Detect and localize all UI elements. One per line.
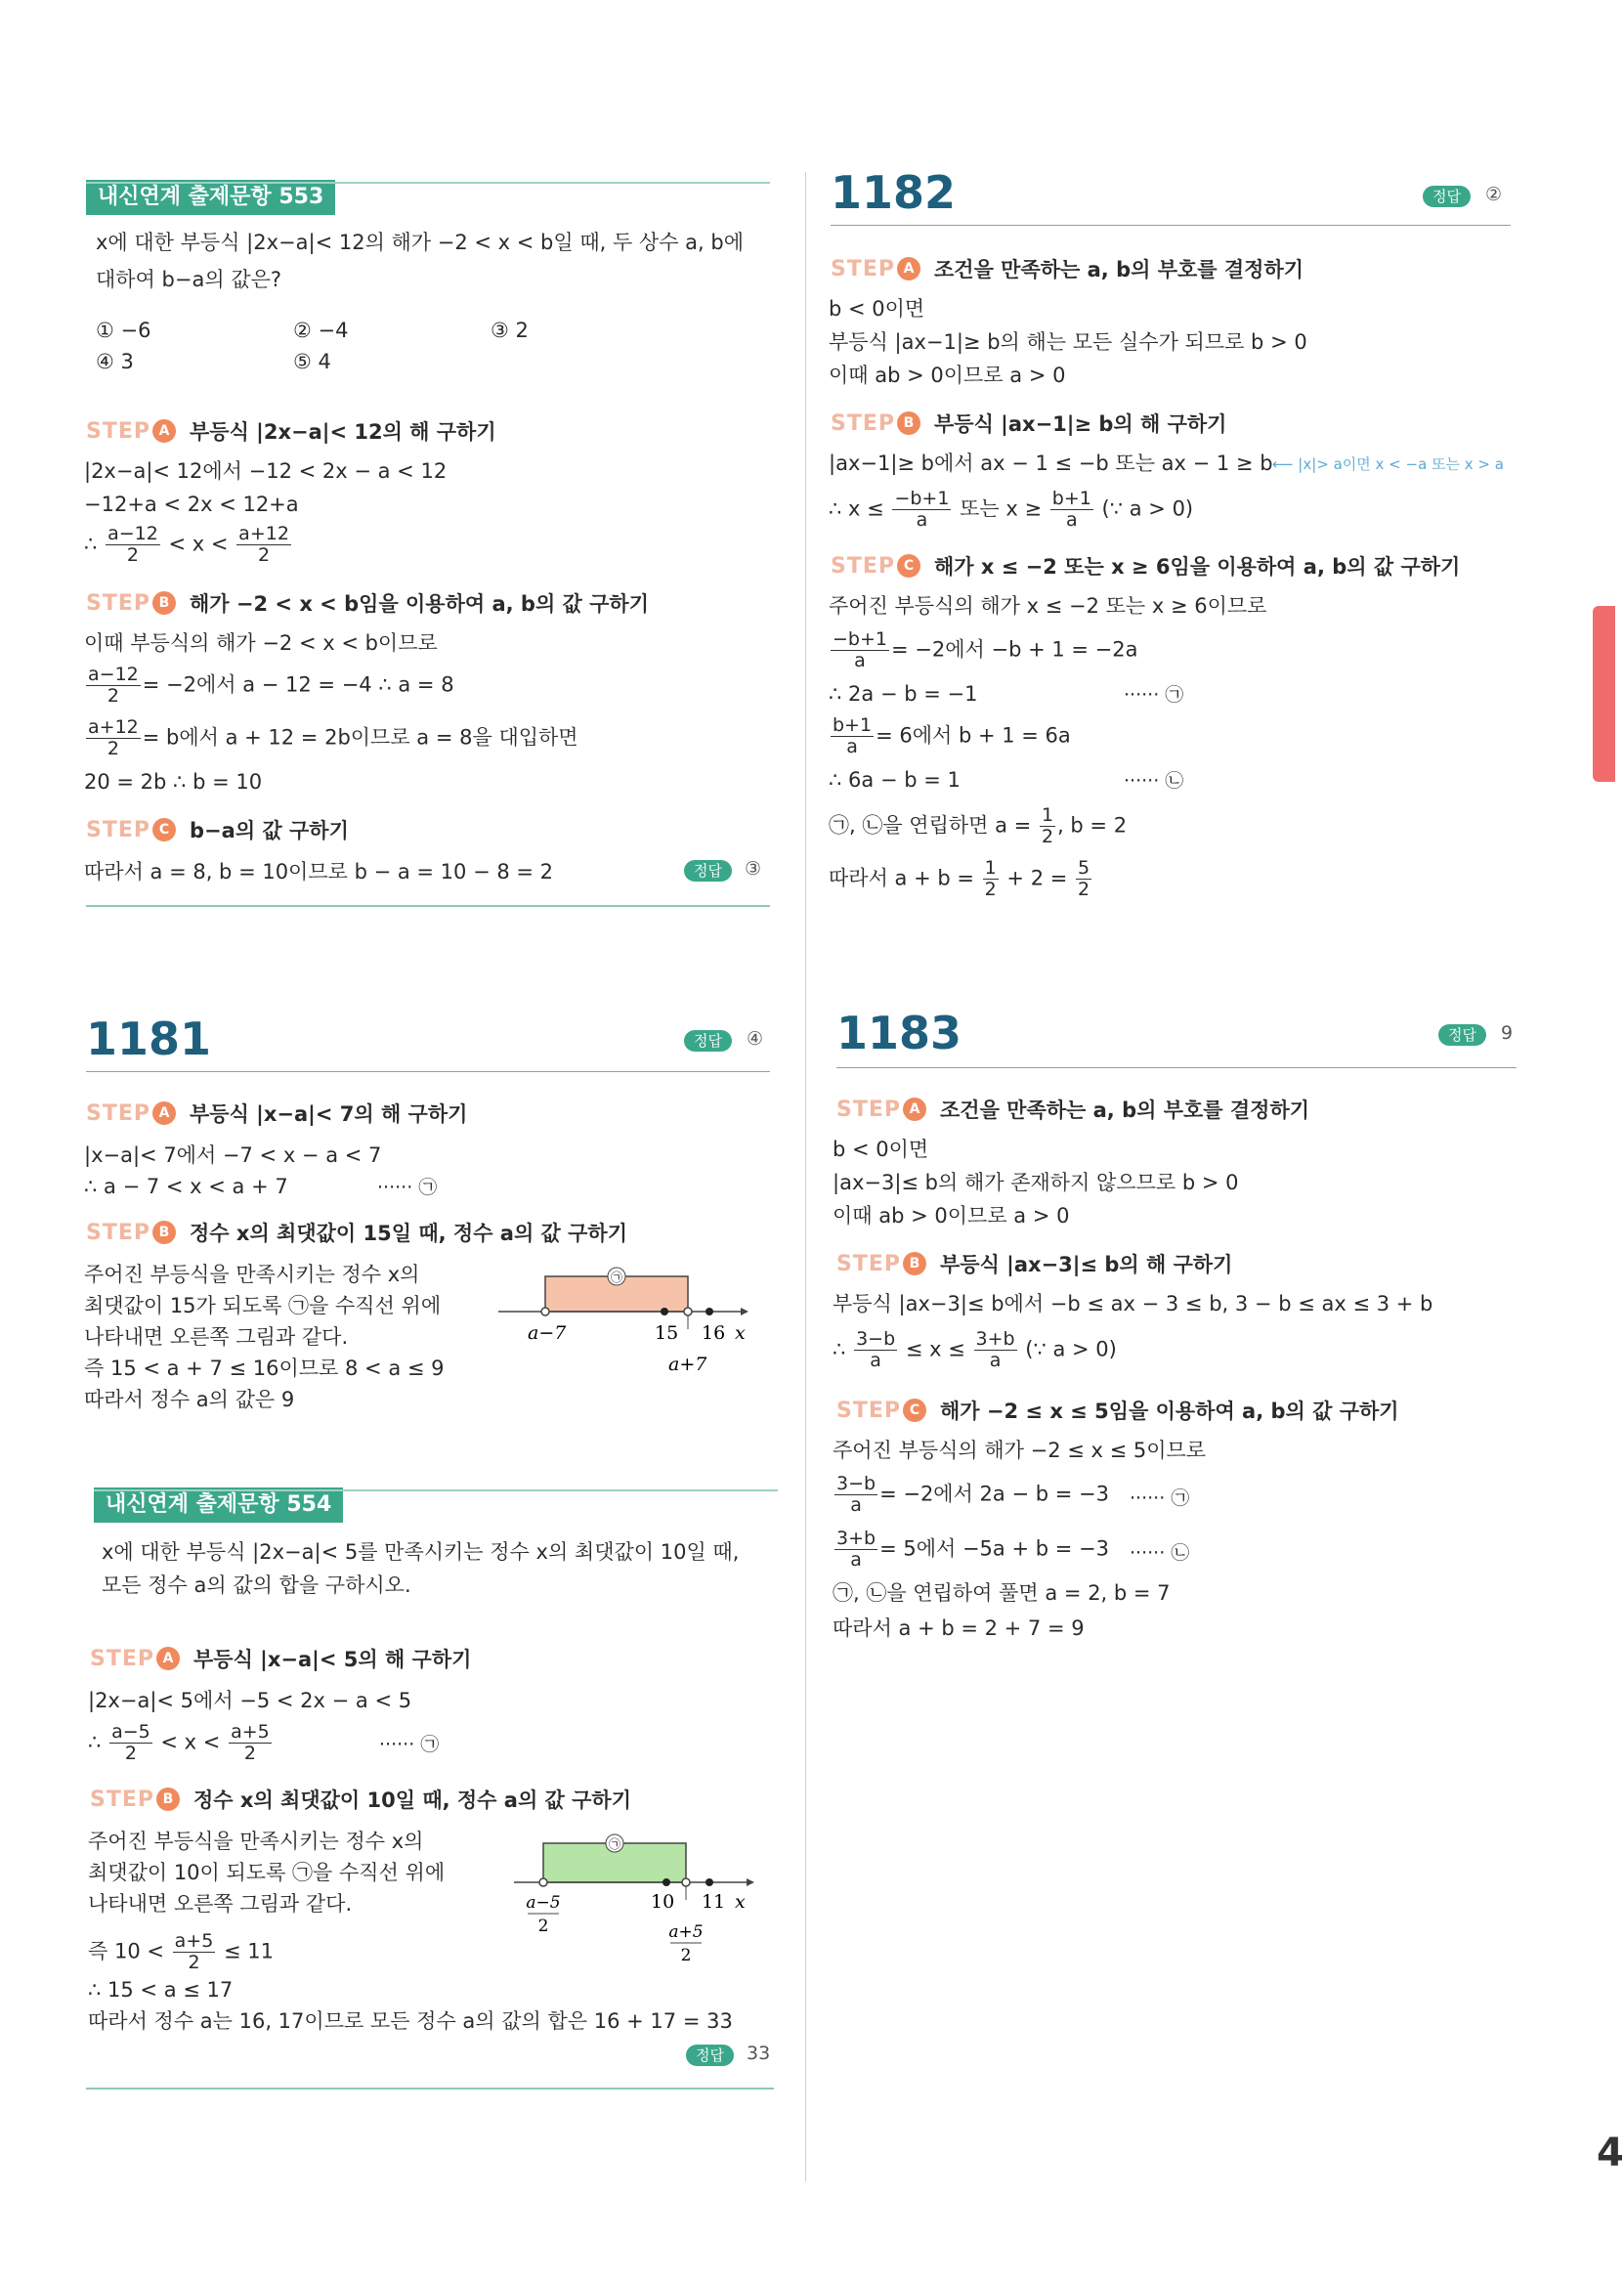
question-554-line2: 모든 정수 a의 값의 합을 구하시오. — [102, 1573, 411, 1597]
sol-1182-a2: 부등식 |ax−1|≥ b의 해는 모든 실수가 되므로 b > 0 — [829, 330, 1307, 354]
sol-554-b4: 즉 10 < $\frac{a+5}{2}$ ≤ 11 — [88, 1930, 274, 1973]
sol-1183-c2: $\frac{3-b}{a}$ = −2에서 2a − b = −3 — [836, 1473, 1109, 1516]
step-circle: A — [156, 1647, 180, 1670]
answer-1183: 9 — [1501, 1022, 1514, 1044]
region-mark-label: ㉠ — [608, 1837, 621, 1851]
sol-1183-c4: ㉠, ㉡을 연립하여 풀면 a = 2, b = 7 — [833, 1581, 1171, 1605]
step-circle: C — [897, 554, 920, 578]
sol-1182-c6: ㉠, ㉡을 연립하면 a = $\frac{1}{2}$ , b = 2 — [829, 804, 1128, 847]
eq-mark-1: ······ ㉠ — [377, 1177, 438, 1198]
exam-554-header: 내신연계 출제문항 554 — [94, 1487, 343, 1523]
answer-554: 33 — [747, 2043, 771, 2064]
sol-1182-a3: 이때 ab > 0이므로 a > 0 — [829, 364, 1066, 387]
problem-number-1182: 1182 — [831, 166, 957, 219]
step-circle: B — [903, 1252, 926, 1275]
sol-1182-c2: $\frac{-b+1}{a}$ = −2에서 −b + 1 = −2a — [833, 628, 1138, 671]
sol-1183-c1: 주어진 부등식의 해가 −2 ≤ x ≤ 5이므로 — [833, 1439, 1207, 1462]
sol-553-b4: 20 = 2b ∴ b = 10 — [84, 770, 263, 794]
sol-553-c1: 따라서 a = 8, b = 10이므로 b − a = 10 − 8 = 2 — [84, 860, 554, 883]
sol-1183-a3: 이때 ab > 0이므로 a > 0 — [833, 1204, 1070, 1228]
sol-1183-b1: 부등식 |ax−3|≤ b에서 −b ≤ ax − 3 ≤ b, 3 − b ≤ ax ≤ 3 + b — [833, 1292, 1433, 1315]
step-a-1182: STEP A 조건을 만족하는 a, b의 부호를 결정하기 — [831, 256, 1304, 281]
sol-1183-c5: 따라서 a + b = 2 + 7 = 9 — [833, 1616, 1085, 1640]
answer-badge: 정답 — [684, 1030, 732, 1052]
axis-label: x — [735, 1891, 746, 1913]
step-b-1181: STEP B 정수 x의 최댓값이 15일 때, 정수 a의 값 구하기 — [86, 1220, 627, 1245]
sol-1183-a2: |ax−3|≤ b의 해가 존재하지 않으므로 b > 0 — [833, 1171, 1239, 1194]
step-c-1183: STEP C 해가 −2 ≤ x ≤ 5임을 이용하여 a, b의 값 구하기 — [836, 1398, 1399, 1423]
right-end-label: a+7 — [668, 1354, 707, 1375]
step-a-1181: STEP A 부등식 |x−a|< 7의 해 구하기 — [86, 1100, 468, 1126]
sol-553-b3: $\frac{a+12}{2}$ = b에서 a + 12 = 2b이므로 a = 8을 대입하면 — [88, 716, 578, 759]
question-553-line2: 대하여 b−a의 값은? — [96, 268, 282, 291]
eq-mark-1: ······ ㉠ — [1124, 684, 1184, 706]
axis-label: x — [735, 1322, 746, 1344]
question-553-line1: x에 대한 부등식 |2x−a|< 12의 해가 −2 < x < b일 때, 두 상수 a, b에 — [96, 231, 745, 254]
step-b-554: STEP B 정수 x의 최댓값이 10일 때, 정수 a의 값 구하기 — [90, 1787, 631, 1812]
page-number: 4 — [1597, 2131, 1624, 2176]
step-circle: B — [152, 1221, 176, 1244]
region-mark-label: ㉠ — [610, 1271, 623, 1284]
sol-1182-c7: 따라서 a + b = $\frac{1}{2}$ + 2 = $\frac{5}{2}$ — [829, 857, 1090, 900]
section-rule — [86, 2088, 774, 2090]
step-b-1182: STEP B 부등식 |ax−1|≥ b의 해 구하기 — [831, 410, 1227, 436]
step-circle: A — [903, 1098, 926, 1121]
sol-1182-c3: ∴ 2a − b = −1 — [829, 682, 978, 706]
point-16 — [705, 1308, 713, 1315]
sol-1182-a1: b < 0이면 — [829, 297, 925, 321]
open-point-left — [539, 1878, 547, 1886]
sol-554-b1: 주어진 부등식을 만족시키는 정수 x의 — [88, 1830, 424, 1853]
point-10 — [662, 1878, 670, 1886]
sol-554-b3: 나타내면 오른쪽 그림과 같다. — [88, 1892, 353, 1916]
sol-554-b5: ∴ 15 < a ≤ 17 — [88, 1978, 234, 2002]
step-b-553: STEP B 해가 −2 < x < b임을 이용하여 a, b의 값 구하기 — [86, 590, 650, 616]
left-end-label: a−7 — [528, 1322, 567, 1344]
sol-1181-a1: |x−a|< 7에서 −7 < x − a < 7 — [84, 1143, 382, 1167]
chapter-tab — [1593, 606, 1615, 782]
point-11 — [705, 1878, 713, 1886]
left-end-label-den: 2 — [537, 1917, 549, 1936]
sol-1181-b3: 나타내면 오른쪽 그림과 같다. — [84, 1325, 349, 1349]
choice-5: ⑤ 4 — [293, 350, 331, 373]
sol-1181-b1: 주어진 부등식을 만족시키는 정수 x의 — [84, 1263, 420, 1286]
choice-1: ① −6 — [96, 319, 151, 342]
sol-554-a2: ∴ $\frac{a-5}{2}$ < x < $\frac{a+5}{2}$ — [88, 1721, 270, 1764]
point-15 — [661, 1308, 668, 1315]
answer-1181: ④ — [747, 1028, 764, 1050]
problem-number-1181: 1181 — [86, 1013, 212, 1065]
answer-badge: 정답 — [1423, 186, 1471, 207]
answer-badge: 정답 — [686, 2045, 734, 2066]
section-rule — [86, 905, 770, 907]
step-circle: B — [156, 1788, 180, 1811]
sol-1183-a1: b < 0이면 — [833, 1138, 929, 1161]
eq-mark-1: ······ ㉠ — [1130, 1487, 1190, 1509]
right-end-label-num: a+5 — [668, 1922, 704, 1942]
tick-15: 15 — [655, 1322, 679, 1344]
step-circle: B — [152, 591, 176, 615]
sol-553-a1: |2x−a|< 12에서 −12 < 2x − a < 12 — [84, 459, 448, 483]
answer-badge: 정답 — [684, 860, 732, 882]
sol-1182-c1: 주어진 부등식의 해가 x ≤ −2 또는 x ≥ 6이므로 — [829, 594, 1267, 618]
step-circle: A — [152, 1101, 176, 1125]
eq-mark-2: ······ ㉡ — [1124, 770, 1184, 792]
tick-16: 16 — [702, 1322, 726, 1344]
hint-note: ⟵ |x|> a이면 x < −a 또는 x > a — [1272, 455, 1504, 473]
problem-number-1183: 1183 — [836, 1007, 962, 1059]
sol-1181-b2: 최댓값이 15가 되도록 ㉠을 수직선 위에 — [84, 1294, 442, 1317]
header-rule — [94, 1489, 778, 1491]
column-divider — [805, 172, 806, 2181]
step-circle: B — [897, 411, 920, 435]
sol-1183-b2: ∴ $\frac{3-b}{a}$ ≤ x ≤ $\frac{3+b}{a}$ (∵ a > 0) — [833, 1328, 1117, 1371]
step-a-1183: STEP A 조건을 만족하는 a, b의 부호를 결정하기 — [836, 1097, 1310, 1122]
problem-underline — [86, 1071, 770, 1072]
sol-1181-b4: 즉 15 < a + 7 ≤ 16이므로 8 < a ≤ 9 — [84, 1357, 445, 1380]
step-circle: A — [152, 419, 176, 443]
step-circle: A — [897, 257, 920, 280]
sol-1183-c3: $\frac{3+b}{a}$ = 5에서 −5a + b = −3 — [836, 1528, 1109, 1571]
step-a-554: STEP A 부등식 |x−a|< 5의 해 구하기 — [90, 1646, 472, 1671]
problem-underline — [836, 1067, 1517, 1068]
sol-1181-b5: 따라서 정수 a의 값은 9 — [84, 1388, 295, 1411]
axis-arrow — [741, 1308, 748, 1315]
open-point-right — [684, 1308, 692, 1315]
sol-553-b2: $\frac{a-12}{2}$ = −2에서 a − 12 = −4 ∴ a = 8 — [88, 664, 454, 707]
answer-badge: 정답 — [1438, 1024, 1486, 1046]
left-end-label-num: a−5 — [526, 1893, 561, 1913]
step-c-1182: STEP C 해가 x ≤ −2 또는 x ≥ 6임을 이용하여 a, b의 값 구하기 — [831, 553, 1461, 579]
sol-553-b1: 이때 부등식의 해가 −2 < x < b이므로 — [84, 631, 438, 655]
answer-1182: ② — [1485, 184, 1503, 205]
answer-553: ③ — [745, 858, 762, 880]
sol-1182-c5: ∴ 6a − b = 1 — [829, 768, 961, 792]
number-line-figure-1181 — [489, 1261, 762, 1388]
step-c-553: STEP C b−a의 값 구하기 — [86, 817, 349, 842]
sol-553-a3: ∴ $\frac{a-12}{2}$ < x < $\frac{a+12}{2}$ — [84, 523, 289, 566]
step-circle: C — [152, 818, 176, 841]
choice-2: ② −4 — [293, 319, 349, 342]
open-point-right — [682, 1878, 690, 1886]
sol-1182-c4: $\frac{b+1}{a}$ = 6에서 b + 1 = 6a — [833, 714, 1071, 757]
exam-553-header: 내신연계 출제문항 553 — [86, 180, 335, 215]
eq-mark-2: ······ ㉡ — [1130, 1542, 1190, 1564]
question-554-line1: x에 대한 부등식 |2x−a|< 5를 만족시키는 정수 x의 최댓값이 10일 때, — [102, 1540, 740, 1564]
sol-1182-b1: |ax−1|≥ b에서 ax − 1 ≤ −b 또는 ax − 1 ≥ b — [829, 452, 1273, 475]
right-end-label-den: 2 — [680, 1946, 692, 1965]
sol-554-a1: |2x−a|< 5에서 −5 < 2x − a < 5 — [88, 1689, 412, 1712]
step-circle: C — [903, 1399, 926, 1422]
step-b-1183: STEP B 부등식 |ax−3|≤ b의 해 구하기 — [836, 1251, 1233, 1276]
sol-554-b6: 따라서 정수 a는 16, 17이므로 모든 정수 a의 값의 합은 16 + 17 = 33 — [88, 2009, 733, 2033]
sol-1182-b2: ∴ x ≤ $\frac{-b+1}{a}$ 또는 x ≥ $\frac{b+1}{a}$ (∵ a > 0) — [829, 488, 1194, 531]
sol-1181-a2: ∴ a − 7 < x < a + 7 — [84, 1175, 288, 1198]
open-point-left — [541, 1308, 549, 1315]
number-line-figure-554 — [508, 1824, 772, 1970]
step-a-553: STEP A 부등식 |2x−a|< 12의 해 구하기 — [86, 418, 496, 444]
problem-underline — [831, 225, 1511, 226]
header-rule — [86, 182, 770, 184]
eq-mark-1: ······ ㉠ — [379, 1734, 440, 1755]
choice-4: ④ 3 — [96, 350, 134, 373]
axis-arrow — [747, 1878, 754, 1886]
tick-11: 11 — [702, 1891, 726, 1913]
sol-553-a2: −12+a < 2x < 12+a — [84, 493, 299, 516]
sol-554-b2: 최댓값이 10이 되도록 ㉠을 수직선 위에 — [88, 1861, 446, 1884]
tick-10: 10 — [651, 1891, 675, 1913]
choice-3: ③ 2 — [491, 319, 529, 342]
